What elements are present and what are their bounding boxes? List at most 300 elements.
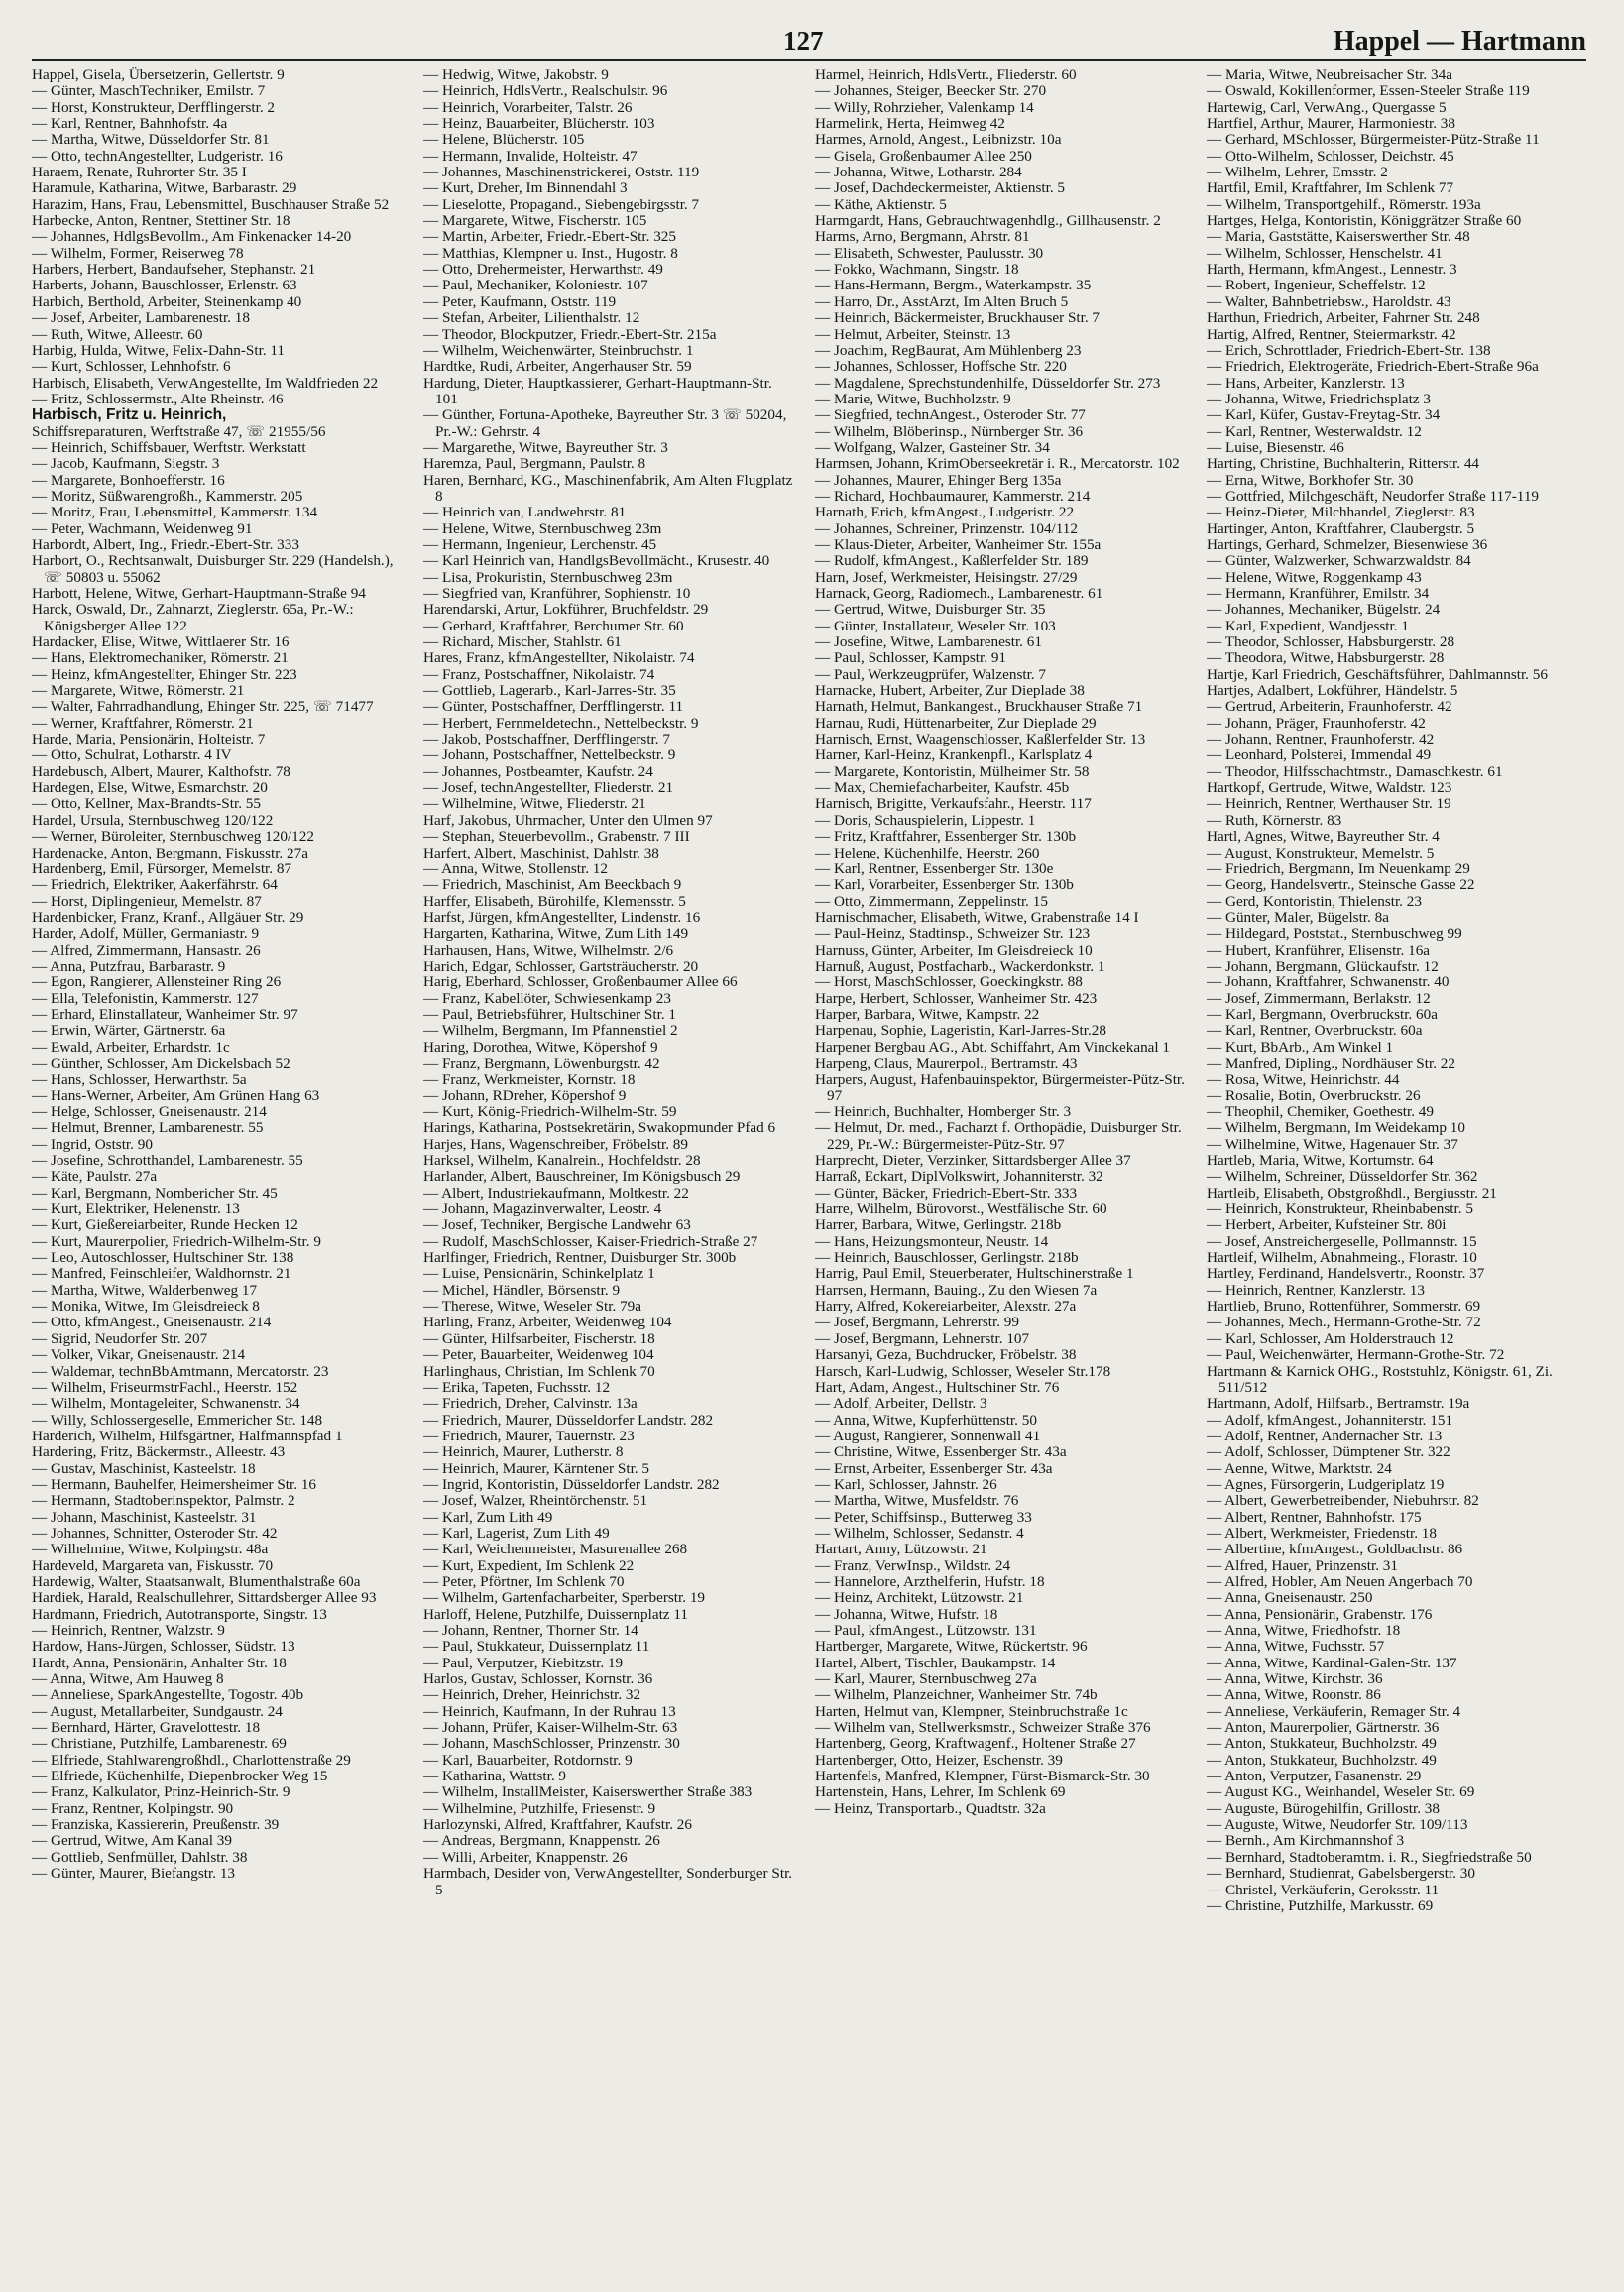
- directory-entry: — Hans, Elektromechaniker, Römerstr. 21: [32, 649, 289, 667]
- directory-entry: Hartleif, Wilhelm, Abnahmeing., Florastr. 10: [1207, 1249, 1477, 1267]
- directory-entry: — Martin, Arbeiter, Friedr.-Ebert-Str. 325: [423, 228, 676, 246]
- directory-entry: — Johann, RDreher, Köpershof 9: [423, 1087, 627, 1104]
- directory-entry: — Wilhelm, Weichenwärter, Steinbruchstr. 1: [423, 341, 694, 359]
- directory-entry: — Wolfgang, Walzer, Gasteiner Str. 34: [815, 438, 1050, 456]
- directory-entry: — Christine, Witwe, Essenberger Str. 43a: [815, 1443, 1067, 1461]
- directory-entry: Harhausen, Hans, Witwe, Wilhelmstr. 2/6: [423, 941, 674, 959]
- directory-entry: — Albert, Werkmeister, Friedenstr. 18: [1207, 1524, 1437, 1542]
- directory-entry: — Otto, technAngestellter, Ludgeristr. 16: [32, 147, 283, 165]
- directory-entry: — Johannes, HdlgsBevollm., Am Finkenacker 14-20: [32, 228, 352, 246]
- directory-entry: Hartinger, Anton, Kraftfahrer, Claubergstr. 5: [1207, 519, 1475, 537]
- directory-entry: — Peter, Bauarbeiter, Weidenweg 104: [423, 1346, 654, 1364]
- directory-entry: Harnuß, August, Postfacharb., Wackerdonkstr. 1: [815, 957, 1105, 974]
- directory-entry: — Adolf, Rentner, Andernacher Str. 13: [1207, 1427, 1443, 1444]
- directory-entry: — Johann, Rentner, Fraunhoferstr. 42: [1207, 731, 1435, 748]
- directory-entry: — Helene, Witwe, Sternbuschweg 23m: [423, 519, 662, 537]
- directory-entry: — Günter, Walzwerker, Schwarzwaldstr. 84: [1207, 552, 1471, 570]
- directory-entry: — Günther, Fortuna-Apotheke, Bayreuther Str. 3 ☏ 50204, Pr.-W.: Gehrstr. 4: [423, 406, 787, 440]
- directory-entry: Harendarski, Artur, Lokführer, Bruchfeldstr. 29: [423, 601, 709, 619]
- column-3: [815, 67, 1188, 2282]
- directory-entry: — Franz, Bergmann, Löwenburgstr. 42: [423, 1054, 660, 1072]
- directory-entry: — Anna, Witwe, Am Hauweg 8: [32, 1670, 224, 1688]
- directory-entry: — Lieselotte, Propagand., Siebengebirgsstr. 7: [423, 195, 700, 213]
- directory-entry: — Karl, Maurer, Sternbuschweg 27a: [815, 1670, 1037, 1688]
- directory-entry: — August, Konstrukteur, Memelstr. 5: [1207, 844, 1435, 861]
- directory-entry: — Otto, kfmAngest., Gneisenaustr. 214: [32, 1314, 272, 1331]
- directory-entry: — Heinz, Bauarbeiter, Blücherstr. 103: [423, 115, 655, 133]
- directory-entry: — Adolf, kfmAngest., Johanniterstr. 151: [1207, 1411, 1453, 1429]
- directory-entry: — Bernh., Am Kirchmannshof 3: [1207, 1832, 1405, 1850]
- directory-entry: Harthun, Friedrich, Arbeiter, Fahrner Str. 248: [1207, 309, 1480, 327]
- directory-entry: Harmbach, Desider von, VerwAngestellter, Sonderburger Str. 5: [423, 1865, 793, 1898]
- directory-entry: — Josef, Techniker, Bergische Landwehr 63: [423, 1216, 691, 1234]
- directory-entry: — Willy, Schlossergeselle, Emmericher Str. 148: [32, 1411, 323, 1429]
- directory-entry: — Wilhelm, Schlosser, Henschelstr. 41: [1207, 244, 1443, 262]
- directory-entry: Harpener Bergbau AG., Abt. Schiffahrt, Am Vinckekanal 1: [815, 1038, 1171, 1056]
- directory-entry: — Wilhelm, Bergmann, Im Weidekamp 10: [1207, 1119, 1465, 1137]
- directory-entry: — Richard, Hochbaumaurer, Kammerstr. 214: [815, 487, 1091, 505]
- directory-entry: — Robert, Ingenieur, Scheffelstr. 12: [1207, 277, 1426, 294]
- directory-entry: Harpeng, Claus, Maurerpol., Bertramstr. 43: [815, 1054, 1078, 1072]
- directory-entry: — Hermann, Stadtoberinspektor, Palmstr. 2: [32, 1492, 295, 1510]
- directory-entry: — Anna, Witwe, Kupferhüttenstr. 50: [815, 1411, 1037, 1429]
- directory-entry: — Gertrud, Arbeiterin, Fraunhoferstr. 42: [1207, 698, 1452, 716]
- directory-entry: — Margarete, Bonhoefferstr. 16: [32, 471, 225, 489]
- directory-entry: — Therese, Witwe, Weseler Str. 79a: [423, 1298, 642, 1316]
- directory-entry: Harbig, Hulda, Witwe, Felix-Dahn-Str. 11: [32, 341, 286, 359]
- directory-entry: — Erhard, Elinstallateur, Wanheimer Str. 97: [32, 1005, 298, 1023]
- directory-entry: Harnischmacher, Elisabeth, Witwe, Grabenstraße 14 I: [815, 908, 1139, 926]
- directory-entry: — Wilhelm, Blöberinsp., Nürnberger Str. 36: [815, 422, 1084, 440]
- directory-entry: — Ingrid, Oststr. 90: [32, 1135, 153, 1153]
- directory-entry: Harre, Wilhelm, Bürovorst., Westfälische Str. 60: [815, 1201, 1107, 1218]
- directory-entry: — Anna, Witwe, Roonstr. 86: [1207, 1686, 1381, 1704]
- directory-entry: — Heinrich van, Landwehrstr. 81: [423, 504, 627, 521]
- directory-entry: — Alfred, Hobler, Am Neuen Angerbach 70: [1207, 1572, 1473, 1590]
- directory-entry: Harnisch, Brigitte, Verkaufsfahr., Heerstr. 117: [815, 795, 1092, 813]
- directory-entry: — Anneliese, SparkAngestellte, Togostr. 40b: [32, 1686, 304, 1704]
- directory-entry: — Ella, Telefonistin, Kammerstr. 127: [32, 989, 259, 1007]
- directory-entry: — Stephan, Steuerbevollm., Grabenstr. 7 III: [423, 828, 690, 846]
- directory-entry: — Helene, Küchenhilfe, Heerstr. 260: [815, 844, 1040, 861]
- directory-entry: Harten, Helmut van, Klempner, Steinbruchstraße 1c: [815, 1702, 1128, 1720]
- directory-entry: — Karl, Rentner, Bahnhofstr. 4a: [32, 115, 228, 133]
- directory-entry: Hardenbicker, Franz, Kranf., Allgäuer Str. 29: [32, 908, 304, 926]
- directory-entry: — Karl, Bauarbeiter, Rotdornstr. 9: [423, 1751, 633, 1769]
- directory-entry: — Kurt, König-Friedrich-Wilhelm-Str. 59: [423, 1103, 677, 1120]
- directory-entry: Harich, Edgar, Schlosser, Gartsträucherstr. 20: [423, 957, 699, 974]
- directory-entry: Hartel, Albert, Tischler, Baukampstr. 14: [815, 1654, 1056, 1671]
- directory-entry: — Alfred, Zimmermann, Hansastr. 26: [32, 941, 261, 959]
- directory-entry: — Moritz, Frau, Lebensmittel, Kammerstr. 134: [32, 504, 318, 521]
- directory-entry: Harrsen, Hermann, Bauing., Zu den Wiesen 7a: [815, 1281, 1098, 1299]
- directory-entry: Harbecke, Anton, Rentner, Stettiner Str. 18: [32, 212, 290, 230]
- directory-entry: Harnack, Georg, Radiomech., Lambarenestr. 61: [815, 585, 1103, 602]
- directory-entry: — Helene, Witwe, Roggenkamp 43: [1207, 568, 1422, 586]
- directory-entry: — Wilhelm, Transportgehilf., Römerstr. 193a: [1207, 195, 1481, 213]
- directory-entry: Harting, Christine, Buchhalterin, Ritterstr. 44: [1207, 455, 1480, 473]
- directory-entry: — Horst, Diplingenieur, Memelstr. 87: [32, 892, 262, 910]
- directory-entry: Harbers, Herbert, Bandaufseher, Stephanstr. 21: [32, 261, 316, 279]
- directory-entry: — Harro, Dr., AsstArzt, Im Alten Bruch 5: [815, 292, 1069, 310]
- directory-entry: — Ingrid, Kontoristin, Düsseldorfer Landstr. 282: [423, 1475, 720, 1493]
- directory-entry: Harpenau, Sophie, Lageristin, Karl-Jarres-Str.28: [815, 1022, 1106, 1040]
- directory-entry: — Hannelore, Arzthelferin, Hufstr. 18: [815, 1572, 1045, 1590]
- directory-entry: — Albertine, kfmAngest., Goldbachstr. 86: [1207, 1541, 1463, 1558]
- directory-entry: — Franz, Kabellöter, Schwiesenkamp 23: [423, 989, 671, 1007]
- directory-entry: — Otto-Wilhelm, Schlosser, Deichstr. 45: [1207, 147, 1454, 165]
- directory-entry: — Günter, Maler, Bügelstr. 8a: [1207, 908, 1389, 926]
- directory-entry: — Günter, MaschTechniker, Emilstr. 7: [32, 82, 266, 100]
- directory-entry: — Anton, Stukkateur, Buchholzstr. 49: [1207, 1735, 1437, 1753]
- directory-entry: — Wilhelmine, Putzhilfe, Friesenstr. 9: [423, 1799, 656, 1817]
- directory-entry: — Elfriede, Küchenhilfe, Diepenbrocker Weg 15: [32, 1768, 328, 1785]
- directory-entry: — Kurt, Expedient, Im Schlenk 22: [423, 1556, 635, 1574]
- directory-entry: — Josef, Dachdeckermeister, Aktienstr. 5: [815, 179, 1066, 197]
- directory-entry: — Anna, Witwe, Friedhofstr. 18: [1207, 1622, 1401, 1639]
- directory-entry: — Otto, Schulrat, Lotharstr. 4 IV: [32, 746, 232, 764]
- directory-entry: — Margarethe, Witwe, Bayreuther Str. 3: [423, 438, 668, 456]
- directory-entry: — Hedwig, Witwe, Jakobstr. 9: [423, 67, 609, 83]
- directory-entry: Haremza, Paul, Bergmann, Paulstr. 8: [423, 455, 646, 473]
- directory-entry: Hartenberg, Georg, Kraftwagenf., Holtener Straße 27: [815, 1735, 1136, 1753]
- directory-entry: — Lisa, Prokuristin, Sternbuschweg 23m: [423, 568, 673, 586]
- directory-entry: — Anna, Pensionärin, Grabenstr. 176: [1207, 1605, 1433, 1623]
- directory-entry: Hartjes, Adalbert, Lokführer, Händelstr. 5: [1207, 682, 1458, 700]
- directory-entry: — Helmut, Dr. med., Facharzt f. Orthopädie, Duisburger Str. 229, Pr.-W.: Bürgermeister-Pütz-Str. 97: [815, 1119, 1182, 1153]
- page-number: 127: [783, 26, 824, 56]
- directory-entry: — Johann, Magazinverwalter, Leostr. 4: [423, 1201, 662, 1218]
- directory-entry: — Waldemar, technBbAmtmann, Mercatorstr. 23: [32, 1362, 329, 1380]
- directory-entry: — Friedrich, Bergmann, Im Neuenkamp 29: [1207, 860, 1470, 877]
- directory-entry: — Johann, Prüfer, Kaiser-Wilhelm-Str. 63: [423, 1719, 678, 1737]
- directory-entry: — Heinz-Dieter, Milchhandel, Zieglerstr. 83: [1207, 504, 1475, 521]
- directory-entry: — Volker, Vikar, Gneisenaustr. 214: [32, 1346, 246, 1364]
- directory-entry: — Anton, Maurerpolier, Gärtnerstr. 36: [1207, 1719, 1440, 1737]
- directory-entry: — Günther, Schlosser, Am Dickelsbach 52: [32, 1054, 290, 1072]
- directory-entry: Harper, Barbara, Witwe, Kampstr. 22: [815, 1005, 1040, 1023]
- directory-entry: — Ewald, Arbeiter, Erhardstr. 1c: [32, 1038, 230, 1056]
- directory-entry: — Johanna, Witwe, Friedrichsplatz 3: [1207, 390, 1432, 407]
- directory-entry: — Josef, Anstreichergeselle, Pollmannstr. 15: [1207, 1232, 1477, 1250]
- page-header: [0, 0, 1624, 61]
- directory-entry: — Theodor, Hilfsschachtmstr., Damaschkestr. 61: [1207, 762, 1503, 780]
- directory-entry: — Peter, Kaufmann, Oststr. 119: [423, 292, 617, 310]
- directory-entry: — Theophil, Chemiker, Goethestr. 49: [1207, 1103, 1434, 1120]
- directory-entry: Haren, Bernhard, KG., Maschinenfabrik, Am Alten Flugplatz 8: [423, 471, 793, 505]
- directory-entry: Harlfinger, Friedrich, Rentner, Duisburger Str. 300b: [423, 1249, 737, 1267]
- directory-entry: Hartkopf, Gertrude, Witwe, Waldstr. 123: [1207, 779, 1452, 797]
- directory-entry: — Leo, Autoschlosser, Hultschiner Str. 138: [32, 1249, 294, 1267]
- directory-entry: — Karl, Schlosser, Jahnstr. 26: [815, 1475, 997, 1493]
- directory-entry: — Luise, Biesenstr. 46: [1207, 438, 1344, 456]
- directory-entry: Hartenfels, Manfred, Klempner, Fürst-Bismarck-Str. 30: [815, 1768, 1150, 1785]
- directory-entry: — Egon, Rangierer, Allensteiner Ring 26: [32, 974, 282, 991]
- directory-entry: — Anna, Witwe, Kardinal-Galen-Str. 137: [1207, 1654, 1457, 1671]
- directory-entry: Harsch, Karl-Ludwig, Schlosser, Weseler Str.178: [815, 1362, 1111, 1380]
- directory-entry: — Heinz, kfmAngestellter, Ehinger Str. 223: [32, 665, 297, 683]
- directory-entry: — Anna, Gneisenaustr. 250: [1207, 1589, 1373, 1607]
- directory-entry: — Otto, Drehermeister, Herwarthstr. 49: [423, 261, 663, 279]
- directory-entry: — Siegfried, technAngest., Osteroder Str. 77: [815, 406, 1086, 424]
- directory-entry: — Matthias, Klempner u. Inst., Hugostr. 8: [423, 244, 678, 262]
- directory-entry: — Ruth, Körnerstr. 83: [1207, 811, 1342, 829]
- directory-entry: — Paul, Schlosser, Kampstr. 91: [815, 649, 1007, 667]
- directory-entry: — Hermann, Kranführer, Emilstr. 34: [1207, 585, 1430, 602]
- directory-entry: — Gerhard, MSchlosser, Bürgermeister-Pütz-Straße 11: [1207, 131, 1540, 149]
- directory-entry: — Elisabeth, Schwester, Paulusstr. 30: [815, 244, 1044, 262]
- directory-entry: — August KG., Weinhandel, Weseler Str. 69: [1207, 1783, 1475, 1801]
- directory-entry: — Otto, Zimmermann, Zeppelinstr. 15: [815, 892, 1048, 910]
- directory-entry: — Hermann, Invalide, Holteistr. 47: [423, 147, 638, 165]
- directory-entry: — Gerd, Kontoristin, Thielenstr. 23: [1207, 892, 1422, 910]
- directory-entry: — Josef, technAngestellter, Fliederstr. 21: [423, 779, 674, 797]
- directory-entry: — Günter, Postschaffner, Derfflingerstr. 11: [423, 698, 684, 716]
- directory-entry: — Manfred, Feinschleifer, Waldhornstr. 21: [32, 1265, 291, 1283]
- column-1: [32, 67, 405, 2282]
- directory-entry: — Manfred, Dipling., Nordhäuser Str. 22: [1207, 1054, 1455, 1072]
- directory-entry: — Peter, Pförtner, Im Schlenk 70: [423, 1572, 625, 1590]
- directory-entry: Harmes, Arnold, Angest., Leibnizstr. 10a: [815, 131, 1062, 149]
- directory-entry: — Fritz, Kraftfahrer, Essenberger Str. 130b: [815, 828, 1077, 846]
- directory-entry: — Moritz, Süßwarengroßh., Kammerstr. 205: [32, 487, 303, 505]
- directory-entry: — Michel, Händler, Börsenstr. 9: [423, 1281, 621, 1299]
- directory-entry: — Käthe, Aktienstr. 5: [815, 195, 947, 213]
- directory-entry: — Wilhelm van, Stellwerksmstr., Schweizer Straße 376: [815, 1719, 1151, 1737]
- directory-entry: — Hildegard, Poststat., Sternbuschweg 99: [1207, 925, 1462, 943]
- directory-entry: — Agnes, Fürsorgerin, Ludgeriplatz 19: [1207, 1475, 1445, 1493]
- directory-entry: — Wilhelm, FriseurmstrFachl., Heerstr. 152: [32, 1378, 298, 1396]
- directory-entry: — Günter, Bäcker, Friedrich-Ebert-Str. 333: [815, 1184, 1078, 1202]
- directory-entry: — Karl, Weichenmeister, Masurenallee 268: [423, 1541, 688, 1558]
- directory-entry: — Josef, Bergmann, Lehrerstr. 99: [815, 1314, 1019, 1331]
- directory-entry: — Heinrich, Konstrukteur, Rheinbabenstr. 5: [1207, 1201, 1473, 1218]
- directory-entry: — Heinrich, Rentner, Kanzlerstr. 13: [1207, 1281, 1425, 1299]
- directory-entry: Harsanyi, Geza, Buchdrucker, Fröbelstr. 38: [815, 1346, 1077, 1364]
- directory-entry: — Wilhelmine, Witwe, Kolpingstr. 48a: [32, 1541, 269, 1558]
- directory-entry: — Erna, Witwe, Borkhofer Str. 30: [1207, 471, 1414, 489]
- directory-entry: — Heinrich, Dreher, Heinrichstr. 32: [423, 1686, 641, 1704]
- directory-entry: — Heinrich, Schiffsbauer, Werftstr. Werkstatt: [32, 438, 306, 456]
- directory-entry: Hardeveld, Margareta van, Fiskusstr. 70: [32, 1556, 274, 1574]
- directory-entry: — Karl Heinrich van, HandlgsBevollmächt., Krusestr. 40: [423, 552, 770, 570]
- directory-entry: — Friedrich, Elektrogeräte, Friedrich-Ebert-Straße 96a: [1207, 358, 1539, 376]
- directory-entry: — Anna, Witwe, Kirchstr. 36: [1207, 1670, 1383, 1688]
- directory-entry: Hartleib, Elisabeth, Obstgroßhdl., Bergiusstr. 21: [1207, 1184, 1497, 1202]
- directory-entry: Harfert, Albert, Maschinist, Dahlstr. 38: [423, 844, 659, 861]
- directory-entry: Harnath, Helmut, Bankangest., Bruckhauser Straße 71: [815, 698, 1143, 716]
- directory-entry: — Josef, Walzer, Rheintörchenstr. 51: [423, 1492, 648, 1510]
- directory-entry: — Gertrud, Witwe, Duisburger Str. 35: [815, 601, 1046, 619]
- directory-entry: — Ernst, Arbeiter, Essenberger Str. 43a: [815, 1459, 1053, 1477]
- directory-entry: Hardebusch, Albert, Maurer, Kalthofstr. 78: [32, 762, 290, 780]
- directory-entry: — Karl, Vorarbeiter, Essenberger Str. 130b: [815, 876, 1074, 894]
- directory-entry: — Johannes, Schlosser, Hoffsche Str. 220: [815, 358, 1067, 376]
- directory-entry: Harazim, Hans, Frau, Lebensmittel, Buschhauser Straße 52: [32, 195, 390, 213]
- directory-entry: Harksel, Wilhelm, Kanalrein., Hochfeldstr. 28: [423, 1152, 701, 1170]
- directory-entry: — Kurt, Dreher, Im Binnendahl 3: [423, 179, 628, 197]
- directory-entry: Harderich, Wilhelm, Hilfsgärtner, Halfmannspfad 1: [32, 1427, 343, 1444]
- directory-entry: Hardow, Hans-Jürgen, Schlosser, Südstr. 13: [32, 1638, 295, 1656]
- directory-entry: Harms, Arno, Bergmann, Ahrstr. 81: [815, 228, 1030, 246]
- directory-entry: — Margarete, Kontoristin, Mülheimer Str. 58: [815, 762, 1090, 780]
- directory-entry: — Johannes, Mechaniker, Bügelstr. 24: [1207, 601, 1441, 619]
- directory-entry: — Gertrud, Witwe, Am Kanal 39: [32, 1832, 232, 1850]
- directory-entry: — Theodora, Witwe, Habsburgerstr. 28: [1207, 649, 1445, 667]
- directory-entry: Hardering, Fritz, Bäckermstr., Alleestr. 43: [32, 1443, 286, 1461]
- directory-entry: — Friedrich, Maurer, Tauernstr. 23: [423, 1427, 635, 1444]
- directory-entry: Harck, Oswald, Dr., Zahnarzt, Zieglerstr. 65a, Pr.-W.: Königsberger Allee 122: [32, 601, 354, 634]
- directory-entry: Hardenberg, Emil, Fürsorger, Memelstr. 87: [32, 860, 292, 877]
- directory-entry: Harmel, Heinrich, HdlsVertr., Fliederstr. 60: [815, 67, 1077, 83]
- directory-entry: — Sigrid, Neudorfer Str. 207: [32, 1329, 208, 1347]
- directory-entry: — Adolf, Schlosser, Dümptener Str. 322: [1207, 1443, 1450, 1461]
- directory-entry: — Helmut, Arbeiter, Steinstr. 13: [815, 325, 1011, 343]
- directory-entry: — Jacob, Kaufmann, Siegstr. 3: [32, 455, 220, 473]
- directory-entry: — Bernhard, Härter, Gravelottestr. 18: [32, 1719, 261, 1737]
- directory-entry: Hartenstein, Hans, Lehrer, Im Schlenk 69: [815, 1783, 1066, 1801]
- directory-entry: — Anton, Stukkateur, Buchholzstr. 49: [1207, 1751, 1437, 1769]
- directory-entry: — Jakob, Postschaffner, Derfflingerstr. 7: [423, 731, 670, 748]
- directory-entry: — Gerhard, Kraftfahrer, Berchumer Str. 60: [423, 617, 684, 634]
- directory-entry: — Friedrich, Maurer, Düsseldorfer Landstr. 282: [423, 1411, 714, 1429]
- directory-entry: — Johannes, Maschinenstrickerei, Oststr. 119: [423, 164, 700, 181]
- directory-entry: — Paul, Stukkateur, Duissernplatz 11: [423, 1638, 650, 1656]
- directory-entry: — Stefan, Arbeiter, Lilienthalstr. 12: [423, 309, 640, 327]
- directory-entry: Harner, Karl-Heinz, Krankenpfl., Karlsplatz 4: [815, 746, 1093, 764]
- directory-entry: — Anna, Putzfrau, Barbarastr. 9: [32, 957, 226, 974]
- directory-entry: — Leonhard, Polsterei, Immendal 49: [1207, 746, 1432, 764]
- directory-entry: — Hans, Heizungsmonteur, Neustr. 14: [815, 1232, 1049, 1250]
- directory-entry: Hartig, Alfred, Rentner, Steiermarkstr. 42: [1207, 325, 1456, 343]
- directory-entry: — Wilhelm, InstallMeister, Kaiserswerther Straße 383: [423, 1783, 753, 1801]
- directory-entry: — Johannes, Postbeamter, Kaufstr. 24: [423, 762, 653, 780]
- directory-entry: — Rosalie, Botin, Overbruckstr. 26: [1207, 1087, 1421, 1104]
- directory-entry: — Wilhelm, Former, Reiserweg 78: [32, 244, 244, 262]
- directory-entry: — Heinrich, Buchhalter, Homberger Str. 3: [815, 1103, 1072, 1120]
- directory-entry: — Paul, Betriebsführer, Hultschiner Str. 1: [423, 1005, 677, 1023]
- directory-entry: — Hans, Schlosser, Herwarthstr. 5a: [32, 1071, 247, 1089]
- directory-entry: — Magdalene, Sprechstundenhilfe, Düsseldorfer Str. 273: [815, 374, 1161, 392]
- directory-entry: — Johannes, Schnitter, Osteroder Str. 42: [32, 1524, 278, 1542]
- directory-entry: — Georg, Handelsvertr., Steinsche Gasse 22: [1207, 876, 1475, 894]
- directory-entry: Hartberger, Margarete, Witwe, Rückertstr. 96: [815, 1638, 1088, 1656]
- directory-entry: Harjes, Hans, Wagenschreiber, Fröbelstr. 89: [423, 1135, 688, 1153]
- directory-entry: — Heinrich, Vorarbeiter, Talstr. 26: [423, 98, 633, 116]
- directory-entry: — Anton, Verputzer, Fasanenstr. 29: [1207, 1768, 1422, 1785]
- directory-entry: — Wilhelm, Planzeichner, Wanheimer Str. 74b: [815, 1686, 1098, 1704]
- directory-entry: Harn, Josef, Werkmeister, Heisingstr. 27/29: [815, 568, 1078, 586]
- directory-entry: — Walter, Fahrradhandlung, Ehinger Str. 225, ☏ 71477: [32, 698, 374, 716]
- directory-entry: — Heinz, Architekt, Lützowstr. 21: [815, 1589, 1024, 1607]
- directory-entry: — Kurt, Maurerpolier, Friedrich-Wilhelm-Str. 9: [32, 1232, 321, 1250]
- directory-entry: — Maria, Gaststätte, Kaiserswerther Str. 48: [1207, 228, 1470, 246]
- directory-entry: — Josef, Arbeiter, Lambarenestr. 18: [32, 309, 250, 327]
- directory-entry: — Paul, Verputzer, Kiebitzstr. 19: [423, 1654, 624, 1671]
- directory-entry: Hartleb, Maria, Witwe, Kortumstr. 64: [1207, 1152, 1434, 1170]
- directory-entry: — Hermann, Bauhelfer, Heimersheimer Str. 16: [32, 1475, 317, 1493]
- directory-entry: — Hans-Werner, Arbeiter, Am Grünen Hang 63: [32, 1087, 320, 1104]
- directory-entry: — Friedrich, Dreher, Calvinstr. 13a: [423, 1395, 638, 1413]
- running-head: Happel — Hartmann: [1333, 26, 1586, 57]
- directory-entry: — Rudolf, MaschSchlosser, Kaiser-Friedrich-Straße 27: [423, 1232, 758, 1250]
- directory-entry: — Elfriede, Stahlwarengroßhdl., Charlottenstraße 29: [32, 1751, 351, 1769]
- directory-entry: — Gustav, Maschinist, Kasteelstr. 18: [32, 1459, 256, 1477]
- directory-entry: Harbich, Berthold, Arbeiter, Steinenkamp 40: [32, 292, 302, 310]
- directory-entry: Hardtke, Rudi, Arbeiter, Angerhauser Str. 59: [423, 358, 692, 376]
- directory-entry: — Herbert, Fernmeldetechn., Nettelbeckstr. 9: [423, 714, 699, 732]
- directory-entry: — Ruth, Witwe, Alleestr. 60: [32, 325, 203, 343]
- directory-entry: — Erwin, Wärter, Gärtnerstr. 6a: [32, 1022, 226, 1040]
- directory-entry: — Hans-Hermann, Bergm., Waterkampstr. 35: [815, 277, 1092, 294]
- directory-entry: Hares, Franz, kfmAngestellter, Nikolaistr. 74: [423, 649, 695, 667]
- directory-entry: Haramule, Katharina, Witwe, Barbarastr. 29: [32, 179, 297, 197]
- directory-entry: — Christiane, Putzhilfe, Lambarenestr. 69: [32, 1735, 287, 1753]
- directory-entry: — Wilhelm, Gartenfacharbeiter, Sperberstr. 19: [423, 1589, 706, 1607]
- directory-entry: — Franz, VerwInsp., Wildstr. 24: [815, 1556, 1011, 1574]
- directory-entry: Haraem, Renate, Ruhrorter Str. 35 I: [32, 164, 247, 181]
- directory-entry: Harmsen, Johann, KrimOberseekretär i. R., Mercatorstr. 102: [815, 455, 1180, 473]
- directory-entry: — Marie, Witwe, Buchholzstr. 9: [815, 390, 1011, 407]
- header-rule: [32, 59, 1586, 61]
- directory-entry: — Doris, Schauspielerin, Lippestr. 1: [815, 811, 1036, 829]
- directory-entry: Hargarten, Katharina, Witwe, Zum Lith 149: [423, 925, 689, 943]
- directory-entry: — Karl, Rentner, Overbruckstr. 60a: [1207, 1022, 1423, 1040]
- directory-entry: — Martha, Witwe, Walderbenweg 17: [32, 1281, 258, 1299]
- directory-entry: Harnath, Erich, kfmAngest., Ludgeristr. 22: [815, 504, 1075, 521]
- directory-entry: — Heinz, Transportarb., Quadtstr. 32a: [815, 1799, 1046, 1817]
- directory-entry: — Paul, Weichenwärter, Hermann-Grothe-Str. 72: [1207, 1346, 1505, 1364]
- directory-entry: — Helge, Schlosser, Gneisenaustr. 214: [32, 1103, 267, 1120]
- directory-entry: — Bernhard, Stadtoberamtm. i. R., Siegfriedstraße 50: [1207, 1848, 1532, 1866]
- directory-entry: — Andreas, Bergmann, Knappenstr. 26: [423, 1832, 660, 1850]
- directory-entry: — Heinrich, Rentner, Walzstr. 9: [32, 1622, 225, 1639]
- directory-entry: — Johannes, Mech., Hermann-Grothe-Str. 72: [1207, 1314, 1481, 1331]
- directory-entry: — Helene, Blücherstr. 105: [423, 131, 585, 149]
- directory-entry: Harffer, Elisabeth, Bürohilfe, Klemensstr. 5: [423, 892, 686, 910]
- directory-entry: Harnuss, Günter, Arbeiter, Im Gleisdreieck 10: [815, 941, 1093, 959]
- directory-entry: Harrer, Barbara, Witwe, Gerlingstr. 218b: [815, 1216, 1062, 1234]
- directory-entry: — Karl, Zum Lith 49: [423, 1508, 553, 1526]
- directory-entry: — Hermann, Ingenieur, Lerchenstr. 45: [423, 535, 657, 553]
- directory-entry: Harbort, O., Rechtsanwalt, Duisburger Str. 229 (Handelsh.), ☏ 50803 u. 55062: [32, 552, 394, 586]
- directory-entry: — Fritz, Schlossermstr., Alte Rheinstr. 46: [32, 390, 284, 407]
- directory-entry: — August, Rangierer, Sonnenwall 41: [815, 1427, 1041, 1444]
- directory-entry: — Richard, Mischer, Stahlstr. 61: [423, 633, 622, 651]
- directory-entry: — Heinrich, Maurer, Lutherstr. 8: [423, 1443, 624, 1461]
- directory-entry: — Heinrich, Kaufmann, In der Ruhrau 13: [423, 1702, 676, 1720]
- directory-entry: — Helmut, Brenner, Lambarenestr. 55: [32, 1119, 264, 1137]
- directory-entry: — Luise, Pensionärin, Schinkelplatz 1: [423, 1265, 655, 1283]
- directory-entry: — Johannes, Schreiner, Prinzenstr. 104/112: [815, 519, 1078, 537]
- directory-entry: — Siegfried van, Kranführer, Sophienstr. 10: [423, 585, 691, 602]
- directory-entry: — Johann, Kraftfahrer, Schwanenstr. 40: [1207, 974, 1450, 991]
- directory-entry: — Karl, Rentner, Essenberger Str. 130e: [815, 860, 1054, 877]
- directory-entry: Hardewig, Walter, Staatsanwalt, Blumenthalstraße 60a: [32, 1572, 361, 1590]
- directory-entry: — Franz, Postschaffner, Nikolaistr. 74: [423, 665, 655, 683]
- directory-entry: Harlozynski, Alfred, Kraftfahrer, Kaufstr. 26: [423, 1816, 692, 1834]
- directory-entry: Harlinghaus, Christian, Im Schlenk 70: [423, 1362, 655, 1380]
- column-4: [1207, 67, 1579, 2282]
- directory-entry: Harry, Alfred, Kokereiarbeiter, Alexstr. 27a: [815, 1298, 1077, 1316]
- directory-entry: — Werner, Kraftfahrer, Römerstr. 21: [32, 714, 254, 732]
- directory-entry: Harbott, Helene, Witwe, Gerhart-Hauptmann-Straße 94: [32, 585, 366, 602]
- directory-entry: — Walter, Bahnbetriebsw., Haroldstr. 43: [1207, 292, 1451, 310]
- directory-entry: — Anna, Witwe, Stollenstr. 12: [423, 860, 608, 877]
- directory-entry: — Theodor, Blockputzer, Friedr.-Ebert-Str. 215a: [423, 325, 717, 343]
- directory-entry: — Horst, MaschSchlosser, Goeckingkstr. 88: [815, 974, 1083, 991]
- directory-entry: Harf, Jakobus, Uhrmacher, Unter den Ulmen 97: [423, 811, 713, 829]
